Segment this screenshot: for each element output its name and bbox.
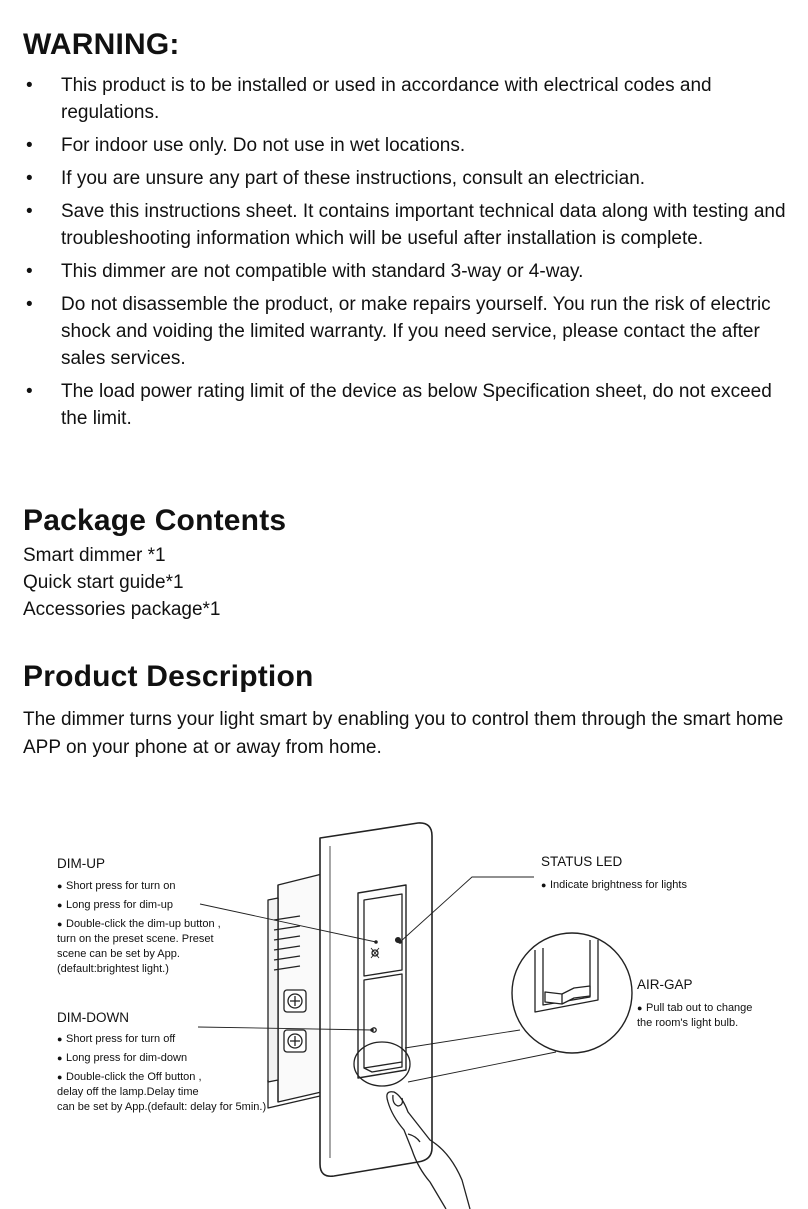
bullet-icon: • (26, 294, 33, 315)
bullet-icon: • (26, 201, 33, 222)
list-item: • The load power rating limit of the device as below Specification sheet, do not exceed the limit. (23, 378, 793, 432)
status-led-title: STATUS LED (541, 854, 623, 869)
dim-down-title: DIM-DOWN (57, 1010, 129, 1025)
list-item: • Save this instructions sheet. It contains important technical data along with testing and troubleshooting information which will be useful after installation is complete. (23, 198, 793, 252)
package-item: Smart dimmer *1 (23, 545, 166, 566)
dim-up-line: turn on the preset scene. Preset (57, 933, 214, 945)
dim-up-line: ● Short press for turn on (57, 880, 176, 892)
dim-up-line: scene can be set by App. (57, 948, 180, 960)
package-heading: Package Contents (23, 504, 287, 537)
dim-down-line: ● Long press for dim-down (57, 1052, 188, 1064)
dim-down-line: ● Double-click the Off button , (57, 1071, 202, 1083)
list-item: • For indoor use only. Do not use in wet locations. (23, 132, 793, 159)
list-item: • This product is to be installed or used in accordance with electrical codes and regulations. (23, 72, 793, 126)
dim-down-line: ● Short press for turn off (57, 1033, 176, 1045)
bullet-icon: • (26, 381, 33, 402)
bullet-icon: • (26, 261, 33, 282)
list-item: • This dimmer are not compatible with standard 3-way or 4-way. (23, 258, 793, 285)
warning-heading: WARNING: (23, 28, 180, 61)
product-heading: Product Description (23, 660, 314, 693)
list-item: • Do not disassemble the product, or make repairs yourself. You run the risk of electric shock and voiding the limited warranty. If you need service, please contact the after sales services. (23, 291, 793, 372)
dim-up-line: (default:brightest light.) (57, 963, 169, 975)
package-item: Quick start guide*1 (23, 572, 184, 593)
air-gap-line: ● Pull tab out to change (637, 1002, 753, 1014)
package-item: Accessories package*1 (23, 599, 221, 620)
bullet-icon: • (26, 135, 33, 156)
dimmer-diagram (0, 790, 808, 1209)
product-description: The dimmer turns your light smart by enabling you to control them through the smart home APP on your phone at or away from home. (23, 709, 784, 758)
warning-list (23, 72, 793, 438)
bullet-icon: • (26, 168, 33, 189)
bullet-icon: • (26, 75, 33, 96)
package-list (23, 542, 221, 623)
dim-up-title: DIM-UP (57, 856, 105, 871)
dim-down-line: delay off the lamp.Delay time (57, 1086, 199, 1098)
dim-up-line: ● Long press for dim-up (57, 899, 173, 911)
dim-down-line: can be set by App.(default: delay for 5min.) (57, 1101, 267, 1113)
list-item: • If you are unsure any part of these instructions, consult an electrician. (23, 165, 793, 192)
status-led-line: ● Indicate brightness for lights (541, 879, 687, 891)
air-gap-title: AIR-GAP (637, 977, 693, 992)
dim-up-line: ● Double-click the dim-up button , (57, 918, 221, 930)
air-gap-line: the room's light bulb. (637, 1017, 739, 1029)
